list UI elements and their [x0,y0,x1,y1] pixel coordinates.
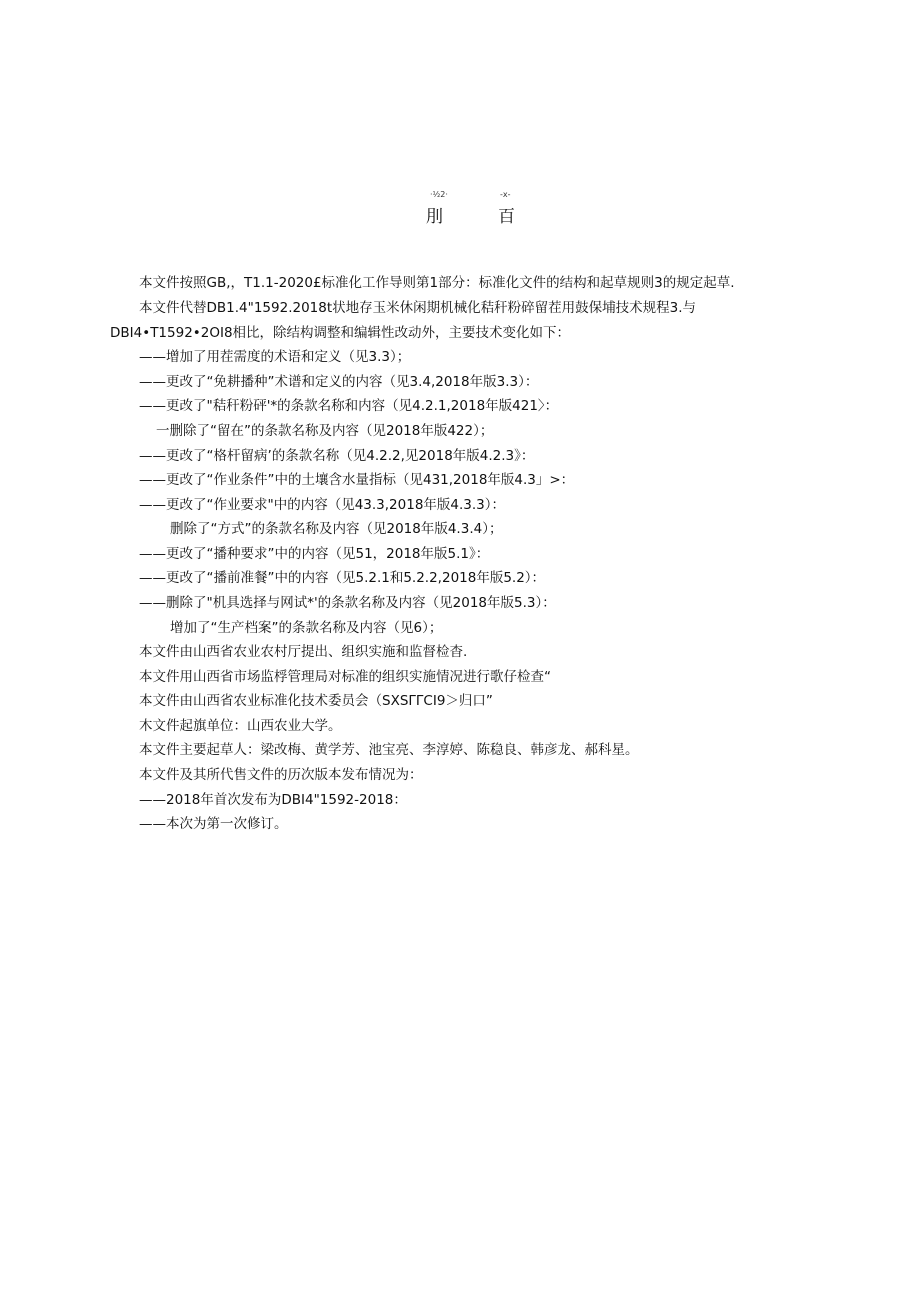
heading-mark-right: -x- [500,190,511,199]
paragraph-supervision: 本文件用山西省市场监桴管理局对标准的组织实施情况进行歌仔检查“ [139,669,551,685]
page-title-char-left: 刖 [426,207,443,227]
paragraph-line-3: DBI4•T1592•2OI8相比，除结构调整和编辑性改动外，主要技术变化如下： [110,325,571,341]
list-item-7: ——更改了“作业要求"中的内容（见43.3,2018年版4.3.3）： [139,497,506,513]
list-item-4: 一删除了“留在”的条款名称及内容（见2018年版422）； [156,423,494,439]
paragraph-drafting-unit: 木文件起旗单位：山西农业大学。 [139,718,342,734]
paragraph-history-intro: 本文件及其所代售文件的历次版本发布情况为： [139,767,423,783]
list-item-11: ——删除了"机具选择与网试*'的条款名称及内容（见2018年版5.3）： [139,595,556,611]
list-item-9: ——更改了“播种要求”中的内容（见51，2018年版5.1》： [139,546,490,562]
list-item-5: ——更改了“格杆留病’的条款名称（见4.2.2,见2018年版4.2.3》： [139,448,535,464]
paragraph-committee: 本文件由山西省农业标准化技术委员会（SXSΓΓCI9＞归口” [139,693,493,709]
heading-mark-left: ·½2· [430,190,448,199]
list-item-10: ——更改了“播前准餐”中的内容（见5.2.1和5.2.2,2018年版5.2）： [139,570,546,586]
paragraph-line-2: 本文件代替DB1.4"1592.2018t状地存玉米休闲期机械化秸秆粉碎留茬用鼓保埔技术规程3.与 [139,300,697,316]
list-item-1: ——增加了用茬需度的术语和定义（见3.3）； [139,349,411,365]
list-item-3: ——更改了"秸秆粉砰'*的条款名称和内容（见4.2.1,2018年版421〉： [139,398,559,414]
list-item-12: 增加了“生产档案”的条款名称及内容（见6）； [170,620,443,636]
paragraph-proposer: 本文件由山西省农业农村厅提出、组织实施和监督检杳. [139,644,468,660]
page-title-char-right: 百 [498,207,515,227]
history-item-1: ——2018年首次发布为DBI4"1592-2018： [139,792,407,808]
history-item-2: ——本次为第一次修订。 [139,816,288,832]
list-item-8: 删除了“方式”的条款名称及内容（见2018年版4.3.4）； [170,521,503,537]
paragraph-line-1: 本文件按照GB,，T1.1-2020£标准化工作导则第1部分：标准化文件的结构和起草规则3的规定起草. [139,275,735,291]
list-item-6: ——更改了“作业条件”中的土壤含水量指标（见431,2018年版4.3」>： [139,472,575,488]
paragraph-drafters: 本文件主要起草人：梁改梅、黄学芳、池宝亮、李淳婷、陈稳良、韩彦龙、郝科星。 [139,742,639,758]
list-item-2: ——更改了“免耕播种”术谱和定义的内容（见3.4,2018年版3.3）： [139,374,539,390]
